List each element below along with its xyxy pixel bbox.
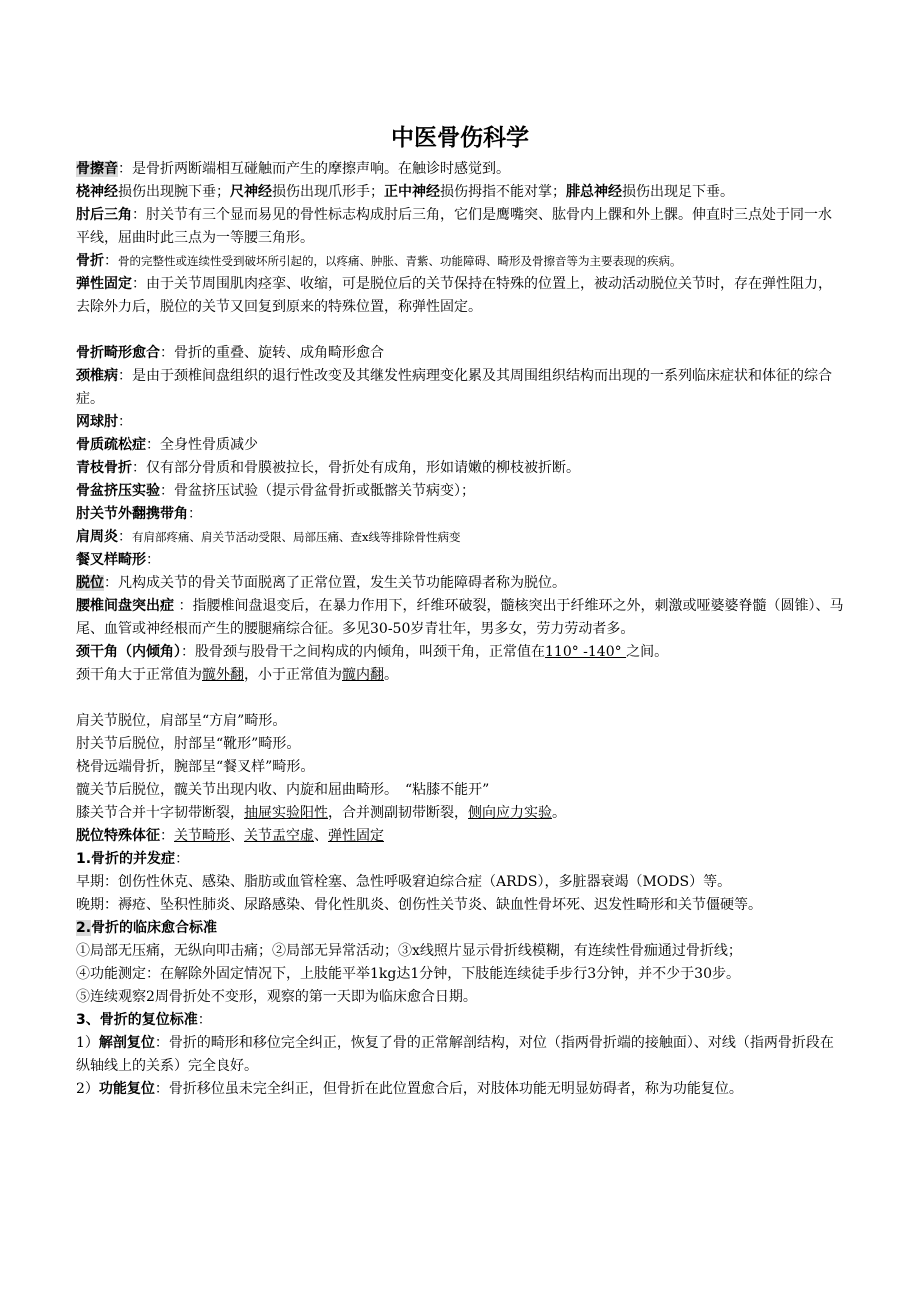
entry-nerve-injuries <box>76 181 844 204</box>
definition: 损伤出现足下垂。 <box>622 184 734 200</box>
term: 尺神经 <box>230 184 272 200</box>
dislocation-signs-line <box>76 825 844 848</box>
term: 餐叉样畸形 <box>76 552 146 568</box>
underlined-term: 髋外翻 <box>202 667 244 683</box>
colon: ： <box>118 529 132 545</box>
colon: ： <box>175 851 190 867</box>
heading: 骨折的临床愈合标准 <box>91 920 218 936</box>
deformity-line: 桡骨远端骨折，腕部呈“餐叉样”畸形。 <box>76 759 315 775</box>
separator: 、 <box>314 828 328 844</box>
definition: ：骨盆挤压试验（提示骨盆骨折或骶髂关节病变）； <box>160 483 475 499</box>
definition: ：股骨颈与股骨干之间构成的内倾角，叫颈干角，正常值在 <box>181 644 545 660</box>
spacer <box>76 687 844 710</box>
definition-tail: 之间。 <box>626 644 669 660</box>
term: 骨擦音 <box>76 161 118 177</box>
entry-fracture <box>76 250 844 273</box>
term: 脱位特殊体征 <box>76 828 160 844</box>
term: 青枝骨折 <box>76 460 132 476</box>
underlined-term: 弹性固定 <box>328 828 384 844</box>
knee-ligament-line <box>76 802 844 825</box>
deformity-line: 肘关节后脱位，肘部呈“靴形”畸形。 <box>76 736 301 752</box>
term: 肩周炎 <box>76 529 118 545</box>
term: 骨盆挤压实验 <box>76 483 160 499</box>
document-title: 中医骨伤科学 <box>391 125 529 151</box>
entry-dislocation <box>76 572 844 595</box>
document-page <box>76 118 844 1101</box>
definition: ：由于关节周围肌肉痉挛、收缩，可是脱位后的关节保持在特殊的位置上，被动活动脱位关节时，存在弹性阻力，去除外力后，脱位的关节又回复到原来的特殊位置，称弹性固定。 <box>76 276 832 315</box>
definition: 骨的完整性或连续性受到破坏所引起的，以疼痛、肿胀、青紫、功能障碍、畸形及骨擦音等为主要表现的疾病。 <box>118 254 682 268</box>
item-number: 2） <box>76 1081 99 1097</box>
term: 弹性固定 <box>76 276 132 292</box>
text: 。 <box>552 805 566 821</box>
term: 骨折 <box>76 253 104 269</box>
healing-criteria-line: ④功能测定：在解除外固定情况下，上肢能平举1kg达1分钟，下肢能连续徒手步行3分钟，并不少于30步。 <box>76 966 740 982</box>
definition: ：骨折移位虽未完全纠正，但骨折在此位置愈合后，对肢体功能无明显妨碍者，称为功能复位。 <box>154 1081 743 1097</box>
definition: ：肘关节有三个显而易见的骨性标志构成肘后三角，它们是鹰嘴突、肱骨内上髁和外上髁。伸直时三点处于同一水平线，屈曲时此三点为一等腰三角形。 <box>76 207 832 246</box>
section-heading-complications <box>76 848 844 871</box>
entry-elbow-triangle <box>76 204 844 250</box>
normal-range: 110° -140° <box>545 644 627 660</box>
term: 功能复位 <box>98 1081 155 1097</box>
term: 脱位 <box>76 575 104 591</box>
term: 颈干角（内倾角） <box>76 644 181 660</box>
anatomical-reduction <box>76 1032 844 1078</box>
term: 桡神经 <box>76 184 118 200</box>
term: 肘关节外翻携带角 <box>76 506 188 522</box>
definition: 损伤拇指不能对掌； <box>440 184 566 200</box>
deformity-line: 髋关节后脱位，髋关节出现内收、内旋和屈曲畸形。 “粘膝不能开” <box>76 782 490 798</box>
term: 解剖复位 <box>98 1035 155 1051</box>
spacer <box>76 319 844 342</box>
text: 。 <box>384 667 398 683</box>
definition: ：凡构成关节的骨关节面脱离了正常位置，发生关节功能障碍者称为脱位。 <box>104 575 566 591</box>
text: 膝关节合并十字韧带断裂， <box>76 805 244 821</box>
term: 网球肘 <box>76 414 118 430</box>
text: ，合并测副韧带断裂， <box>328 805 468 821</box>
definition: 损伤出现爪形手； <box>272 184 384 200</box>
entry-elastic-fixation <box>76 273 844 319</box>
entry-bone-crepitus <box>76 158 844 181</box>
functional-reduction <box>76 1078 844 1101</box>
complications-early: 早期：创伤性休克、感染、脂肪或血管栓塞、急性呼吸窘迫综合症（ARDS），多脏器衰竭（MODS）等。 <box>76 874 732 890</box>
entry-tennis-elbow <box>76 411 844 434</box>
definition: ：骨折的畸形和移位完全纠正，恢复了骨的正常解剖结构，对位（指两骨折端的接触面）、对线（指两骨折段在纵轴线上的关系）完全良好。 <box>76 1035 834 1074</box>
entry-osteoporosis <box>76 434 844 457</box>
definition: ：是由于颈椎间盘组织的退行性改变及其继发性病理变化累及其周围组织结构而出现的一系列临床症状和体征的综合症。 <box>76 368 832 407</box>
underlined-term: 关节盂空虚 <box>244 828 314 844</box>
deformity-line: 肩关节脱位，肩部呈“方肩”畸形。 <box>76 713 287 729</box>
section-heading-healing-criteria <box>76 917 844 940</box>
definition: 有肩部疼痛、肩关节活动受限、局部压痛、查x线等排除骨性病变 <box>132 530 461 544</box>
definition: ：仅有部分骨质和骨膜被拉长，骨折处有成角，形如请嫩的柳枝被折断。 <box>132 460 580 476</box>
underlined-term: 抽屉实验阳性 <box>244 805 328 821</box>
text: ，小于正常值为 <box>244 667 342 683</box>
entry-dinner-fork-deformity <box>76 549 844 572</box>
entry-pelvic-compression <box>76 480 844 503</box>
underlined-term: 侧向应力实验 <box>468 805 552 821</box>
definition: ：是骨折两断端相互碰触而产生的摩擦声响。在触诊时感觉到。 <box>118 161 510 177</box>
underlined-term: 髋内翻 <box>342 667 384 683</box>
entry-cervical-spondylosis <box>76 365 844 411</box>
definition: ：骨折的重叠、旋转、成角畸形愈合 <box>160 345 384 361</box>
entry-malunion <box>76 342 844 365</box>
colon: ： <box>197 1012 212 1028</box>
term: 正中神经 <box>384 184 440 200</box>
definition: ：指腰椎间盘退变后，在暴力作用下，纤维环破裂，髓核突出于纤维环之外，刺激或哑婆婆脊髓（圆锥）、马尾、血管或神经根而产生的腰腿痛综合征。多见30-50岁青壮年，男多女，劳力劳动者多。 <box>76 598 844 637</box>
definition: ：全身性骨质减少 <box>146 437 258 453</box>
entry-coxa-vara-valga <box>76 664 844 687</box>
entry-carrying-angle <box>76 503 844 526</box>
term: 腰椎间盘突出症 <box>76 598 174 614</box>
section-number: 2. <box>76 920 92 936</box>
definition: 损伤出现腕下垂； <box>118 184 230 200</box>
definition: ： <box>188 506 202 522</box>
term: 肘后三角 <box>76 207 132 223</box>
colon: ： <box>104 253 118 269</box>
term: 骨折畸形愈合 <box>76 345 160 361</box>
underlined-term: 关节畸形 <box>174 828 230 844</box>
term: 颈椎病 <box>76 368 118 384</box>
entry-greenstick-fracture <box>76 457 844 480</box>
entry-frozen-shoulder <box>76 526 844 549</box>
complications-late: 晚期：褥疮、坠积性肺炎、尿路感染、骨化性肌炎、创伤性关节炎、缺血性骨坏死、迟发性畸形和关节僵硬等。 <box>76 897 762 913</box>
heading: 1.骨折的并发症 <box>76 851 176 867</box>
section-heading-reduction-standard <box>76 1009 844 1032</box>
definition: ： <box>118 414 132 430</box>
item-number: 1） <box>76 1035 99 1051</box>
text: 颈干角大于正常值为 <box>76 667 202 683</box>
separator: 、 <box>230 828 244 844</box>
term: 腓总神经 <box>566 184 622 200</box>
entry-lumbar-disc-herniation <box>76 595 844 641</box>
colon: ： <box>160 828 174 844</box>
heading: 3、骨折的复位标准 <box>76 1012 198 1028</box>
term: 骨质疏松症 <box>76 437 146 453</box>
healing-criteria-line: ⑤连续观察2周骨折处不变形，观察的第一天即为临床愈合日期。 <box>76 989 477 1005</box>
entry-neck-shaft-angle <box>76 641 844 664</box>
healing-criteria-line: ①局部无压痛，无纵向叩击痛；②局部无异常活动；③x线照片显示骨折线模糊，有连续性骨痂通过骨折线； <box>76 943 742 959</box>
definition: ： <box>146 552 160 568</box>
